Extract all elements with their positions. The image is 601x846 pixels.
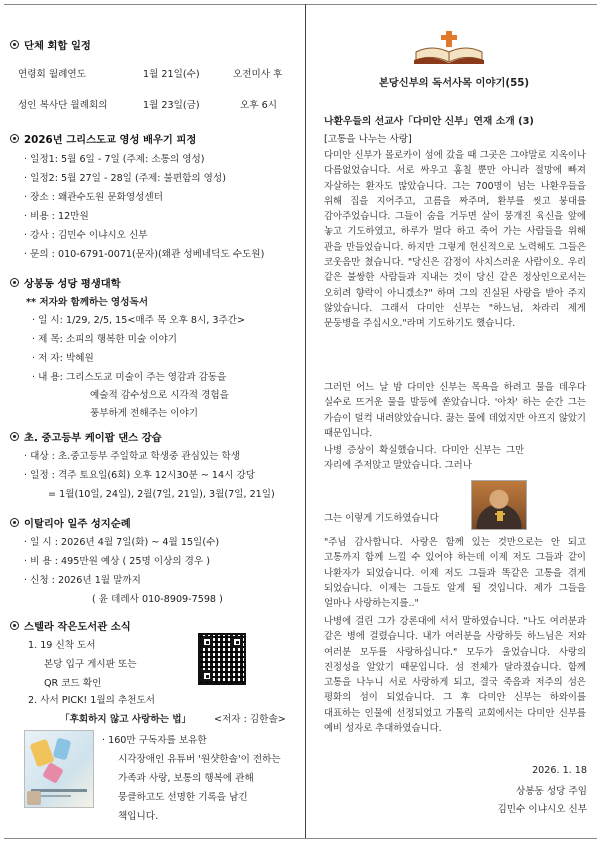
top-rule xyxy=(4,4,597,5)
story-paragraph: 그는 이렇게 기도하였습니다 xyxy=(324,513,439,524)
reading-content-cont: 예술적 감수성으로 시각적 경험을 xyxy=(90,390,229,401)
retreat-item: · 문의 : 010-6791-0071(문자)(왜관 성베네딕도 수도원) xyxy=(24,249,265,260)
reading-item: · 제 목: 소피의 행복한 미술 이야기 xyxy=(32,334,178,345)
section-title-group-meetings xyxy=(10,37,91,52)
retreat-item: · 일정1: 5월 6일 - 7일 (주제: 소통의 영성) xyxy=(24,154,205,165)
book-title: 「후회하지 않고 사랑하는 법」 xyxy=(60,714,192,725)
priest-photo xyxy=(471,480,527,530)
signature-name: 김민수 이냐시오 신부 xyxy=(497,804,587,815)
kpop-item: · 일정 : 격주 토요일(6회) 오후 12시30분 ~ 14시 강당 xyxy=(24,470,255,481)
library-item: 본당 입구 게시판 또는 xyxy=(44,659,137,670)
bullet-icon xyxy=(10,621,19,630)
reading-item: · 내 용: 그리스도교 미술이 주는 영감과 감동을 xyxy=(32,372,227,383)
pilgrimage-item: · 일 시 : 2026년 4월 7일(화) ~ 4월 15일(수) xyxy=(24,537,220,548)
story-paragraph: 나병 증상이 확실했습니다. 다미안 신부는 그만 자리에 주저앉고 말았습니다. 그러나 xyxy=(324,445,524,472)
bottom-rule xyxy=(4,838,597,839)
column-title: 본당신부의 독서사목 이야기(55) xyxy=(378,77,530,89)
series-subtitle: 나환우들의 선교사「다미안 신부」연재 소개 (3) xyxy=(324,116,534,127)
meeting-date-1: 1월 21일(수) xyxy=(143,69,200,80)
section-title-kpop xyxy=(10,429,162,444)
meeting-name-2: 성인 복사단 월례회의 xyxy=(18,100,108,111)
bullet-icon xyxy=(10,518,19,527)
qr-code[interactable] xyxy=(198,633,246,685)
book-author: <저자 : 김한솔> xyxy=(214,714,286,725)
column-divider xyxy=(305,4,306,838)
open-bible-icon xyxy=(412,30,486,66)
bullet-icon xyxy=(10,278,19,287)
book-desc: 시각장애인 유튜버 '원샷한솔'이 전하는 xyxy=(118,754,281,765)
retreat-item: · 비용 : 12만원 xyxy=(24,211,89,222)
bullet-icon xyxy=(10,40,19,49)
section-title-text: 단체 회합 일정 xyxy=(24,40,91,52)
meeting-time-1: 오전미사 후 xyxy=(233,69,283,80)
meeting-name-1: 연령회 월례연도 xyxy=(18,69,86,80)
section-title-pilgrimage xyxy=(10,515,131,530)
book-cover-image xyxy=(24,730,94,808)
library-item: 2. 사서 PICK! 1월의 추천도서 xyxy=(28,695,156,706)
reading-item: · 일 시: 1/29, 2/5, 15<매주 목 오후 8시, 3주간> xyxy=(32,315,246,326)
retreat-item: · 강사 : 김민수 이냐시오 신부 xyxy=(24,230,148,241)
retreat-item: · 장소 : 왜관수도원 문화영성센터 xyxy=(24,192,163,203)
section-title-library xyxy=(10,618,131,633)
story-paragraph: 그러던 어느 날 밤 다미안 신부는 목욕을 하려고 물을 데우다 실수로 뜨거운 물을 발등에 쏟았습니다. '아차' 하는 순간 그는 가슴이 덜컥 내려앉았습니다. 끓는 물에 데었지만 아프지 않았기 때문입니다. xyxy=(324,382,586,439)
library-item: 1. 19 신착 도서 xyxy=(28,640,96,651)
pilgrimage-contact: ( 윤 데레사 010-8909-7598 ) xyxy=(92,594,223,605)
retreat-item: · 일정2: 5월 27일 - 28일 (주제: 불편함의 영성) xyxy=(24,173,226,184)
section-title-text: 스텔라 작은도서관 소식 xyxy=(24,621,131,633)
section-tag: [고통을 나누는 사랑] xyxy=(324,134,412,145)
issue-date: 2026. 1. 18 xyxy=(532,765,587,776)
signature-role: 상봉동 성당 주임 xyxy=(516,786,587,797)
story-paragraph: 나병에 걸린 그가 강론대에 서서 말하였습니다. "나도 여러분과 같은 병에 걸렸습니다. 내가 여러분을 사랑하듯 하느님은 저와 여러분 모두를 사랑하십니다." 모두가 울었습니다. 사랑의 진정성을 알았기 때문입니다. 섬 전체가 달라졌습니다. 함께 고통을 나누니 서로 사랑하게 되고, 결국 죽음과 저주의 섬은 평화의 섬이 되었습니다. 그 후 다미안 신부는 하와이를 대표하는 인물에 선정되었고 가톨릭 교회에서는 다미안 신부를 예비 성자로 추대하였습니다. xyxy=(324,616,586,735)
bullet-icon xyxy=(10,432,19,441)
book-desc: 뭉클하고도 선명한 기록을 남긴 xyxy=(118,792,248,803)
story-paragraph: 다미안 신부가 몰로카이 섬에 갔을 때 그곳은 그야말로 지옥이나 다름없었습니다. 서로 싸우고 훔칠 뿐만 아니라 절망에 빠져 자살하는 환자도 많았습니다. 그는 700명이 넘는 나환우들을 위해 집을 지어주고, 고름을 짜주며, 환부를 씻고 붕대를 감아주었습니다. 그들이 숨을 거두면 살이 뭉개진 육신을 앞에 놓고 기도하였고, 하루가 멀다 하고 죽어 가는 사람들을 위해 관을 만들었습니다. 하지만 그렇게 헌신적으로 노력해도 그들은 코웃음만 쳤습니다. "당신은 감정이 사치스러운 사람이오. 우리 같은 불쌍한 사람들과 지내는 것이 당신 같은 정상인으로서는 오히려 향락이 아니겠소?" 하며 그의 진실된 사랑을 받아 주지 않았습니다. 그래서 다미안 신부는 "하느님, 차라리 제게 문둥병을 주십시오."라며 기도하기도 했습니다. xyxy=(324,150,586,330)
kpop-item: · 대상 : 초.중고등부 주일학교 학생중 관심있는 학생 xyxy=(24,451,241,462)
section-title-text: 이탈리아 일주 성지순례 xyxy=(24,518,131,530)
section-title-retreat xyxy=(10,131,196,146)
meeting-time-2: 오후 6시 xyxy=(240,100,277,111)
section-title-text: 초. 중고등부 케이팝 댄스 강습 xyxy=(24,432,162,444)
section-title-text: 상봉동 성당 평생대학 xyxy=(24,278,121,290)
reading-subtitle: ** 저자와 함께하는 영성독서 xyxy=(26,297,148,308)
book-desc: · 160만 구독자를 보유한 xyxy=(102,735,207,746)
section-title-text: 2026년 그리스도교 영성 배우기 피정 xyxy=(24,134,197,146)
pilgrimage-item: · 신청 : 2026년 1월 말까지 xyxy=(24,575,141,586)
reading-content-cont: 풍부하게 전해주는 이야기 xyxy=(90,408,199,419)
meeting-date-2: 1월 23일(금) xyxy=(143,100,200,111)
book-desc: 가족과 사랑, 보통의 행복에 관해 xyxy=(118,773,254,784)
reading-item: · 저 자: 박혜원 xyxy=(32,353,94,364)
library-item: QR 코드 확인 xyxy=(44,678,102,689)
pilgrimage-item: · 비 용 : 495만원 예상 ( 25명 이상의 경우 ) xyxy=(24,556,210,567)
prayer-paragraph: "주님 감사합니다. 사랑은 함께 있는 것만으로는 안 되고 고통까지 함께 느낄 수 있어야 하는데 이제 저도 그들과 같이 나환자가 되었습니다. 이제 저도 그들과 똑같은 고통을 겪게 되었습니다. 이제는 그들도 알게 될 것입니다. 제가 그들을 얼마나 사랑하는지를.." xyxy=(324,537,586,610)
section-title-university xyxy=(10,275,121,290)
book-desc: 책입니다. xyxy=(118,811,159,822)
bullet-icon xyxy=(10,134,19,143)
kpop-dates: = 1월(10일, 24일), 2월(7일, 21일), 3월(7일, 21일) xyxy=(48,489,275,500)
